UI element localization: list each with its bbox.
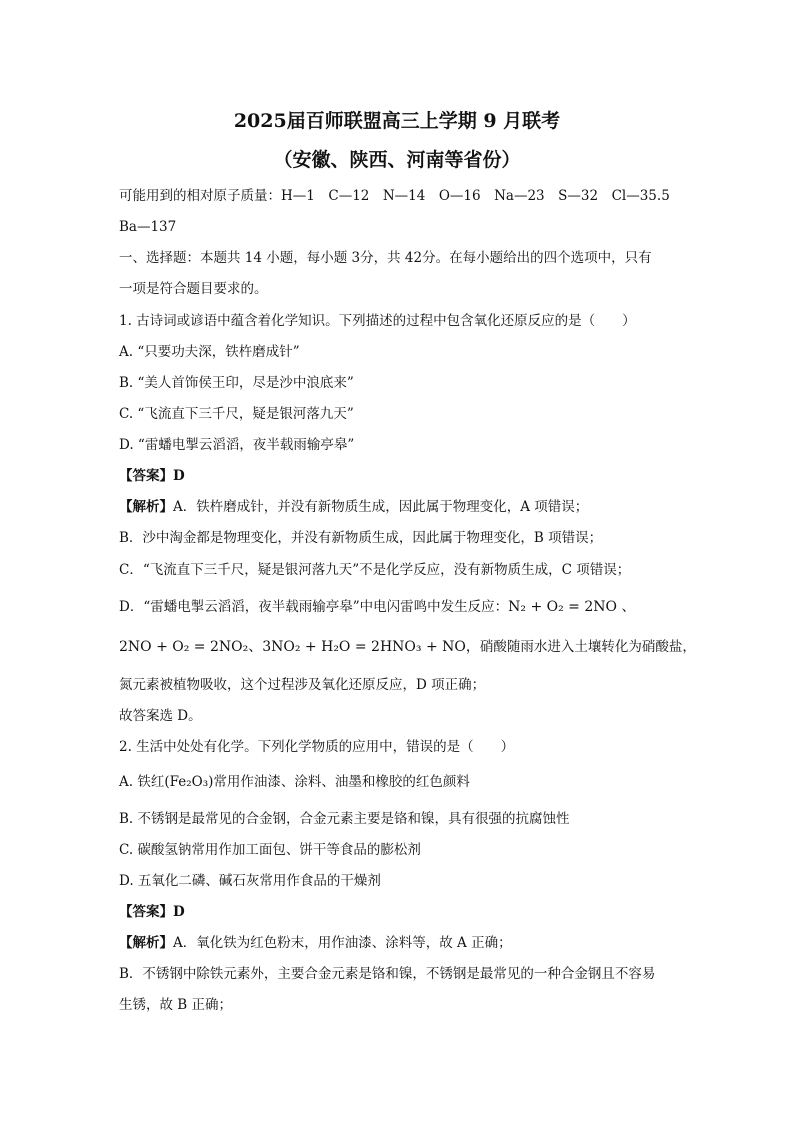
question-2-option-b: B. 不锈钢是最常见的合金钢，合金元素主要是铬和镍，具有很强的抗腐蚀性 <box>119 811 570 827</box>
atomic-mass-line-2: Ba—137 <box>119 219 177 235</box>
explanation-text: A．铁杵磨成针，并没有新物质生成，因此属于物理变化，A 项错误； <box>173 499 589 515</box>
question-2-option-d: D. 五氧化二磷、碱石灰常用作食品的干燥剂 <box>119 873 381 889</box>
explanation-text: D．“雷蟠电掣云滔滔，夜半载雨输亭皋”中电闪雷鸣中发生反应： <box>119 599 509 615</box>
question-1-stem: 1. 古诗词或谚语中蕴含着化学知识。下列描述的过程中包含氧化还原反应的是（ ） <box>119 313 636 329</box>
question-1-explanation-d-2 <box>119 637 699 657</box>
question-1-explanation-d <box>119 597 699 617</box>
question-1-option-a: A. “只要功夫深，铁杵磨成针” <box>119 344 300 360</box>
explanation-label: 【解析】 <box>119 935 173 951</box>
section-instructions: 一、选择题：本题共 14 小题，每小题 3分，共 42分。在每小题给出的四个选项中，只有 <box>119 250 652 266</box>
explanation-label: 【解析】 <box>119 499 173 515</box>
explanation-text: 硝酸随雨水进入土壤转化为硝酸盐， <box>479 639 696 655</box>
question-2-explanation-b: B．不锈钢中除铁元素外，主要合金元素是铬和镍，不锈钢是最常见的一种合金钢且不容易 <box>119 966 656 982</box>
question-1-option-c: C. “飞流直下三千尺，疑是银河落九天” <box>119 406 354 422</box>
explanation-text: A．氧化铁为红色粉末，用作油漆、涂料等，故 A 正确； <box>173 935 512 951</box>
question-1-explanation-a <box>119 497 699 517</box>
question-1-option-d: D. “雷蟠电掣云滔滔，夜半载雨输亭皋” <box>119 437 355 453</box>
chemical-equation: 2NO + O₂ = 2NO₂、3NO₂ + H₂O = 2HNO₃ + NO， <box>119 639 480 655</box>
section-instructions-2: 一项是符合题目要求的。 <box>119 281 268 297</box>
question-1-option-b: B. “美人首饰侯王印，尽是沙中浪底来” <box>119 375 354 391</box>
question-2-option-c: C. 碳酸氢钠常用作加工面包、饼干等食品的膨松剂 <box>119 842 421 858</box>
question-1-explanation-b: B．沙中淘金都是物理变化，并没有新物质生成，因此属于物理变化，B 项错误； <box>119 530 603 546</box>
question-1-answer: 【答案】D <box>119 468 185 484</box>
document-subtitle: （安徽、陕西、河南等省份） <box>273 149 521 171</box>
document-title: 2025届百师联盟高三上学期 9 月联考 <box>233 110 561 132</box>
chemical-equation: N₂ + O₂ = 2NO 、 <box>508 599 636 615</box>
question-2-option-a: A. 铁红(Fe₂O₃)常用作油漆、涂料、油墨和橡胶的红色颜料 <box>119 774 470 790</box>
question-1-explanation-c: C．“飞流直下三千尺，疑是银河落九天”不是化学反应，没有新物质生成，C 项错误； <box>119 562 631 578</box>
question-1-conclusion: 故答案选 D。 <box>119 708 202 724</box>
question-2-explanation-b-2: 生锈，故 B 正确； <box>119 997 233 1013</box>
atomic-mass-line: 可能用到的相对原子质量：H—1 C—12 N—14 O—16 Na—23 S—32 Cl—35.5 <box>119 188 670 204</box>
question-2-stem: 2. 生活中处处有化学。下列化学物质的应用中，错误的是（ ） <box>119 739 515 755</box>
question-2-answer: 【答案】D <box>119 904 185 920</box>
question-2-explanation-a <box>119 933 699 953</box>
question-1-explanation-d-3: 氮元素被植物吸收，这个过程涉及氧化还原反应，D 项正确； <box>119 677 486 693</box>
